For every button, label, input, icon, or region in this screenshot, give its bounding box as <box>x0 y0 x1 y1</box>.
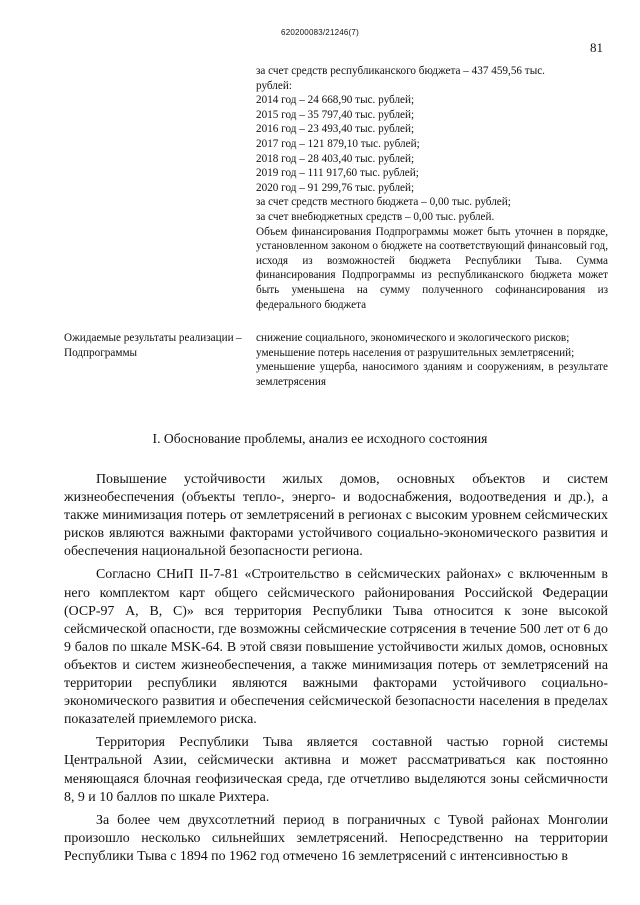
paragraph: Территория Республики Тыва является составной частью горной системы Центральной Азии, сейсмически активна и может рассматриваться как постоянно меняющаяся блочная геофизическая среда, где отчетливо выделяются зоны сейсмичности 8, 9 и 10 баллов по шкале Рихтера. <box>64 735 608 805</box>
year-line-2018: 2018 год – 28 403,40 тыс. рублей; <box>256 152 415 165</box>
year-line-2014: 2014 год – 24 668,90 тыс. рублей; <box>256 94 415 107</box>
section-heading: I. Обоснование проблемы, анализ ее исходного состояния <box>152 431 488 446</box>
expected-results-list <box>256 331 608 389</box>
year-line-2017: 2017 год – 121 879,10 тыс. рублей; <box>256 137 420 150</box>
year-line-2019: 2019 год – 111 917,60 тыс. рублей; <box>256 167 419 180</box>
year-line-2020: 2020 год – 91 299,76 тыс. рублей; <box>256 181 415 194</box>
financing-block <box>256 64 608 312</box>
extra-budget-line: за счет внебюджетных средств – 0,00 тыс. рублей. <box>256 210 495 223</box>
expected-result-item: уменьшение ущерба, наносимого зданиям и сооружениям, в результате землетрясения <box>256 361 608 388</box>
document-code: 620200083/21246(7) <box>281 28 359 37</box>
paragraph: Согласно СНиП II-7-81 «Строительство в сейсмических районах» с включенным в него комплектом карт общего сейсмического районирования Российской Федерации (ОСР-97 А, В, С)» вся территория Республики Тыва относится к зоне высокой сейсмической опасности, где возможны сейсмические сотрясения в течение 500 лет от 6 до 9 балов по шкале MSK-64. В этой связи повышение устойчивости жилых домов, основных объектов и систем жизнеобеспечения, а также минимизация потерь от землетрясений на территории республики являются важными факторами устойчивого социально-экономического развития и обеспечения сейсмической безопасности населения в пределах показателей приемлемого риска. <box>64 567 608 728</box>
republic-budget-line-cont: рублей: <box>256 79 292 92</box>
year-line-2015: 2015 год – 35 797,40 тыс. рублей; <box>256 108 415 121</box>
local-budget-line: за счет средств местного бюджета – 0,00 тыс. рублей; <box>256 196 511 209</box>
paragraph: За более чем двухсотлетний период в пограничных с Тувой районах Монголии произошло несколько сильнейших землетрясений. Непосредственно на территории Республики Тыва с 1894 по 1962 год отмечено 16 землетрясений с интенсивностью в <box>64 812 608 864</box>
year-line-2016: 2016 год – 23 493,40 тыс. рублей; <box>256 123 415 136</box>
expected-result-item: уменьшение потерь населения от разрушительных землетрясений; <box>256 346 575 359</box>
financing-note: Объем финансирования Подпрограммы может быть уточнен в порядке, установленном законом о бюджете на соответствующий финансовый год, исходя из возможностей бюджета Республики Тыва. Сумма финансирования Подпрограммы из республиканского бюджета может быть уменьшена на сумму полученного софинансирования из федерального бюджета <box>256 225 608 311</box>
page-number: 81 <box>590 40 603 55</box>
body-text <box>64 471 608 871</box>
paragraph: Повышение устойчивости жилых домов, основных объектов и систем жизнеобеспечения (объекты тепло-, энерго- и водоснабжения, водоотведения и др.), а также минимизация потерь от землетрясений в регионах с высоким уровнем сейсмических рисков являются важными факторами устойчивого социально-экономического развития и обеспечения национальной безопасности региона. <box>64 472 608 560</box>
expected-result-item: снижение социального, экономического и экологического рисков; <box>256 332 570 344</box>
republic-budget-line: за счет средств республиканского бюджета – 437 459,56 тыс. <box>256 65 545 77</box>
label-dash: – <box>236 332 242 344</box>
expected-results-label: Ожидаемые результаты реализации Подпрограммы <box>64 332 234 359</box>
